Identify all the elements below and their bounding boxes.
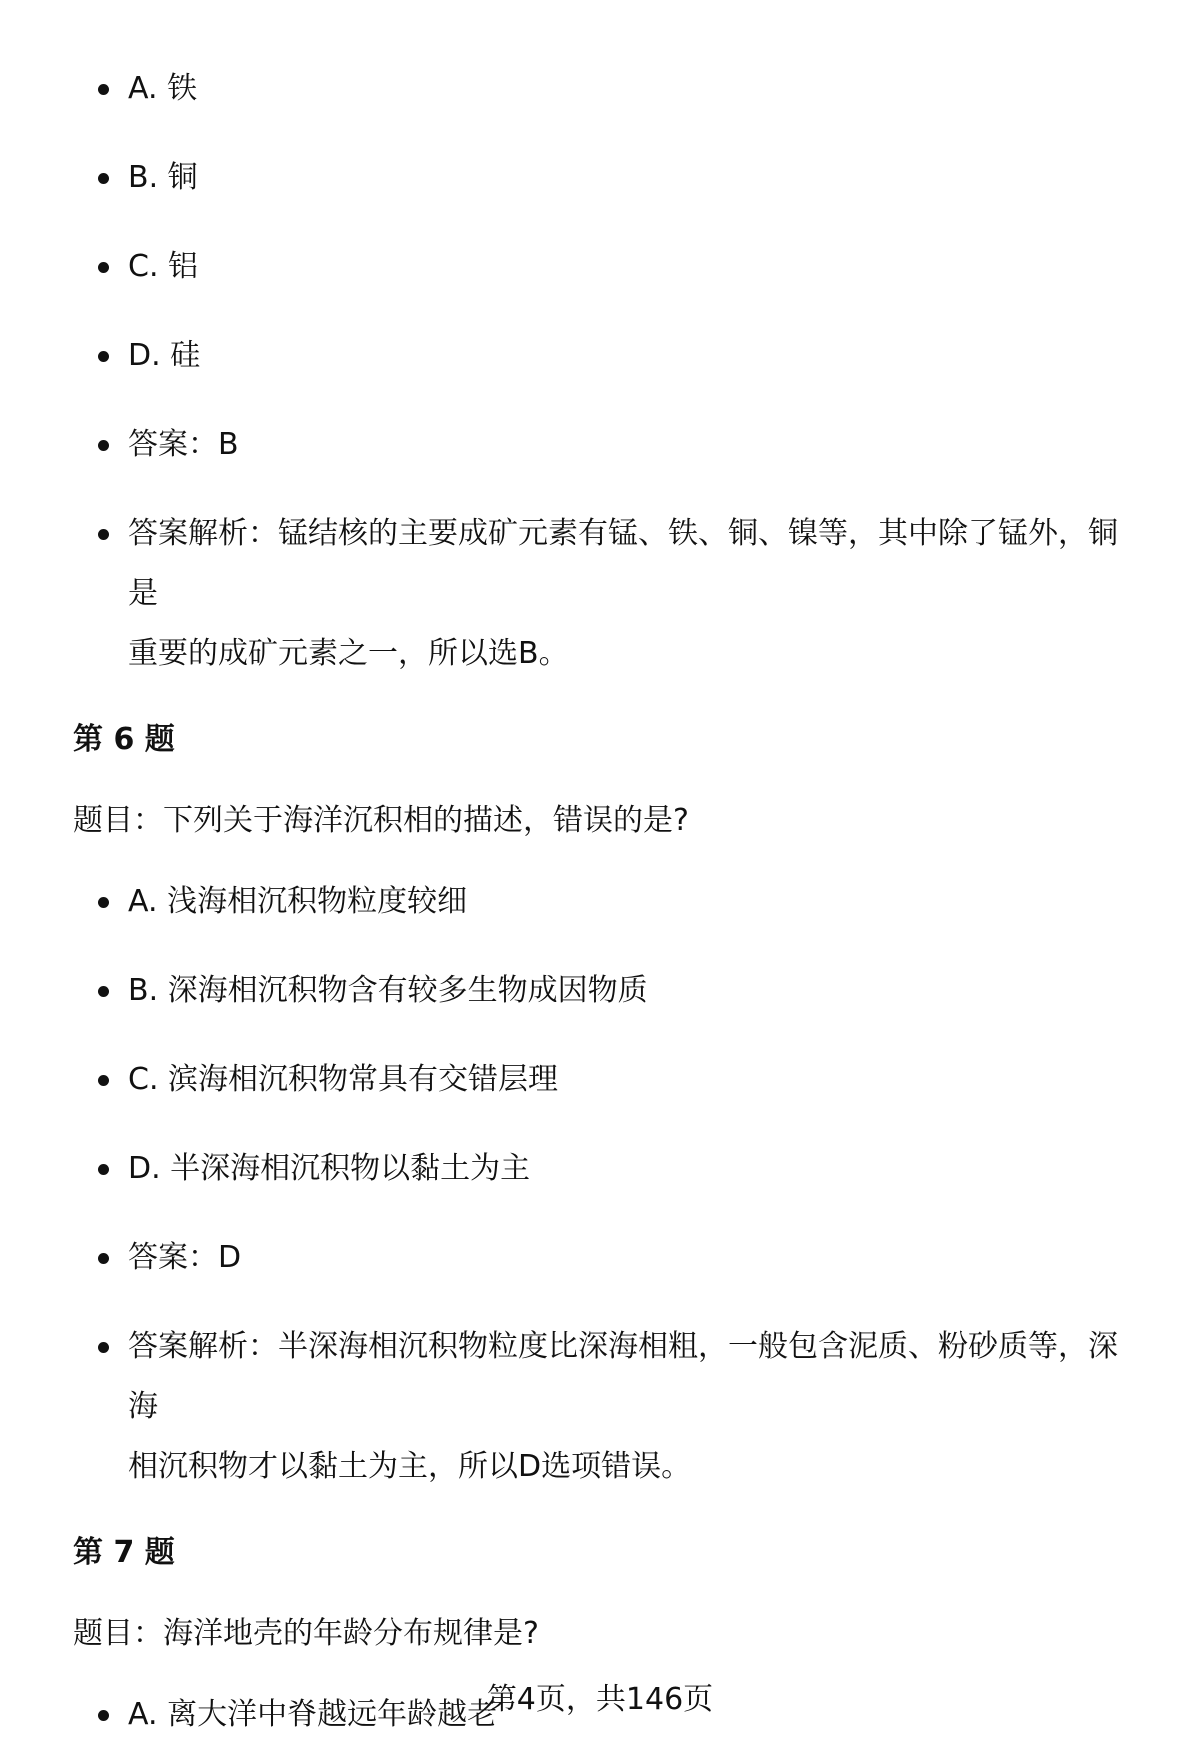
q5-option-list <box>0 59 1200 684</box>
q5-option-b: B. 铜 <box>0 148 1200 208</box>
q6-stem: 题目：下列关于海洋沉积相的描述，错误的是? <box>73 803 689 838</box>
q5-explanation-line-1: 答案解析：锰结核的主要成矿元素有锰、铁、铜、镍等，其中除了锰外，铜是 <box>128 516 1118 611</box>
q6-option-d: D. 半深海相沉积物以黏土为主 <box>0 1139 1200 1199</box>
q6-option-list <box>0 872 1200 1497</box>
q5-option-a: A. 铁 <box>0 59 1200 119</box>
q6-explanation-line-2: 相沉积物才以黏土为主，所以D选项错误。 <box>128 1449 692 1484</box>
q6-explanation <box>0 1317 1200 1497</box>
q5-option-c: C. 铝 <box>0 237 1200 297</box>
q6-explanation-line-1: 答案解析：半深海相沉积物粒度比深海相粗，一般包含泥质、粉砂质等，深海 <box>128 1329 1118 1424</box>
q6-option-c: C. 滨海相沉积物常具有交错层理 <box>0 1050 1200 1110</box>
q6-option-a: A. 浅海相沉积物粒度较细 <box>0 872 1200 932</box>
q5-explanation <box>0 504 1200 684</box>
q5-option-d: D. 硅 <box>0 326 1200 386</box>
q5-answer: 答案：B <box>0 415 1200 475</box>
page-number-footer: 第4页，共146页 <box>486 1682 714 1717</box>
q6-option-b: B. 深海相沉积物含有较多生物成因物质 <box>0 961 1200 1021</box>
q7-option-a: A. 离大洋中脊越远年龄越老 <box>0 1685 1200 1745</box>
q6-answer: 答案：D <box>0 1228 1200 1288</box>
q5-explanation-line-2: 重要的成矿元素之一，所以选B。 <box>128 636 569 671</box>
q7-stem: 题目：海洋地壳的年龄分布规律是? <box>73 1616 539 1651</box>
q6-heading: 第 6 题 <box>73 722 175 757</box>
q7-heading: 第 7 题 <box>73 1535 175 1570</box>
